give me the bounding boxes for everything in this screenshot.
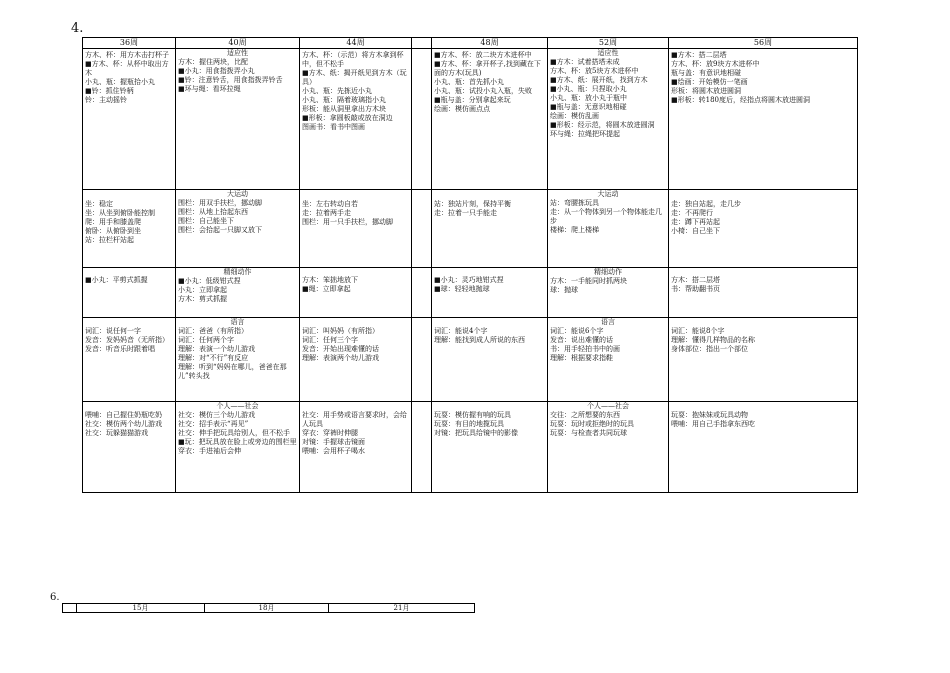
cell-line: 身体部位：指出一个部位	[671, 345, 748, 353]
week-header-56: 56周	[669, 38, 858, 49]
cell-line: 小丸、瓶：握瓶拾小丸	[85, 78, 155, 86]
week-cell-48w	[432, 318, 548, 402]
cell-line: 方木、杯：放9块方木进杯中	[671, 60, 760, 68]
week-header-40: 40周	[176, 38, 300, 49]
gap-cell	[412, 49, 432, 190]
cell-line: 社交：伸手把玩具给别人，但不松手	[178, 429, 290, 437]
cell-line: 方木：笨拙地放下	[302, 276, 358, 284]
week-header-52: 52周	[548, 38, 669, 49]
cell-line: 发音：发妈妈音（无所指）	[85, 336, 169, 344]
week-header-row	[83, 38, 858, 49]
cell-line: ■小丸：用食指拨弄小丸	[178, 67, 255, 75]
cell-line: 理解：表演一个幼儿游戏	[178, 345, 255, 353]
month-header-18: 18月	[205, 604, 329, 613]
week-cell-36w	[83, 402, 176, 493]
question-number-6: 6.	[50, 592, 60, 603]
cell-line: ■形板：经示范，将圆木放进圆洞	[550, 121, 655, 129]
cell-line: 铃：主动摇铃	[85, 96, 127, 104]
cell-line: 坐：左右转动自若	[302, 200, 358, 208]
cell-line: 玩耍：有目的地揽玩具	[434, 420, 504, 428]
week-cell-56w	[669, 402, 858, 493]
section-title: 个人——社会	[587, 402, 629, 410]
cell-line: 理解：对“不行”有反应	[178, 354, 249, 362]
cell-line: 理解：根据要求指鞋	[550, 354, 613, 362]
cell-line: 发音：说出难懂的话	[550, 336, 613, 344]
gap-cell	[412, 402, 432, 493]
cell-line: 俯卧：从俯卧到坐	[85, 227, 141, 235]
cell-line: ■瓶与盖：无意识地相碰	[550, 103, 627, 111]
cell-line: 坐：稳定	[85, 200, 113, 208]
cell-line: 穿衣：手进袖后会伸	[178, 447, 241, 455]
cell-line: 爬：用手和膝盖爬	[85, 218, 141, 226]
cell-line: 方木：搭二层塔	[671, 276, 720, 284]
cell-line: 走：不再爬行	[671, 209, 713, 217]
cell-line: ■方木：搭二层塔	[671, 51, 727, 59]
cell-line: 走：拉着两手走	[302, 209, 351, 217]
gap-cell	[412, 190, 432, 268]
cell-line: ■铃：抓住铃柄	[85, 87, 134, 95]
section-title: 适应性	[227, 49, 248, 57]
cell-line: 理解：懂得几样物品的名称	[671, 336, 755, 344]
cell-line: 喂哺：自己握住奶瓶吃奶	[85, 411, 162, 419]
cell-line: 方木：剪式抓握	[178, 295, 227, 303]
development-table	[82, 37, 858, 493]
cell-line: 对镜：把玩具给镜中的影像	[434, 429, 518, 437]
cell-line: 玩耍：与检查者共同玩球	[550, 429, 627, 437]
week-cell-52w	[548, 402, 669, 493]
section-adaptive	[83, 49, 858, 190]
section-title: 语言	[230, 318, 245, 326]
cell-line: 方木：握住两块，比配	[178, 58, 248, 66]
week-cell-36w	[83, 318, 176, 402]
cell-line: 书：用手轻拍书中的画	[550, 345, 620, 353]
cell-line: 方木、杯：放5块方木进杯中	[550, 67, 639, 75]
week-header-48: 48周	[432, 38, 548, 49]
section-title: 个人——社会	[216, 402, 259, 410]
cell-line: 球：抛球	[550, 286, 578, 294]
month-header-21: 21月	[329, 604, 475, 613]
week-cell-52w	[548, 318, 669, 402]
week-cell-48w	[432, 268, 548, 318]
week-cell-48w	[432, 190, 548, 268]
week-cell-48w	[432, 49, 548, 190]
cell-line: 瓶与盖：有意识地相碰	[671, 69, 741, 77]
cell-line: 小丸、瓶：首先抓小丸	[434, 78, 504, 86]
cell-line: 词汇：叫妈妈（有所指）	[302, 327, 379, 335]
cell-line: 词汇：爸爸（有所指）	[178, 327, 248, 335]
cell-line: ■形板：转180度后，经指点将圆木放进圆洞	[671, 96, 810, 104]
cell-line: ■球：轻轻地抛球	[434, 285, 490, 293]
section-title: 语言	[601, 318, 615, 326]
week-cell-44w	[300, 49, 412, 190]
cell-line: 喂哺：会用杯子喝水	[302, 447, 365, 455]
cell-line: 社交：模仿三个幼儿游戏	[178, 411, 255, 419]
cell-line: 社交：模仿两个幼儿游戏	[85, 420, 162, 428]
week-header-44: 44周	[300, 38, 412, 49]
section-title: 精细动作	[594, 268, 622, 276]
cell-line: 绘画：模仿乱画	[550, 112, 599, 120]
week-cell-52w	[548, 49, 669, 190]
cell-line: ■瓶与盖：分别拿起来玩	[434, 96, 511, 104]
cell-line: 方木、杯：（示范）将方木拿到杯中，但不松手	[302, 51, 404, 68]
cell-line: 理解：能找到成人所说的东西	[434, 336, 525, 344]
cell-line: 小丸、瓶：试投小丸入瓶，失败	[434, 87, 532, 95]
week-cell-56w	[669, 49, 858, 190]
cell-line: 理解：听到“妈妈在哪儿，爸爸在那儿”转头找	[178, 363, 287, 380]
section-title: 大运动	[597, 190, 619, 198]
cell-line: ■环与绳：看环拉绳	[178, 85, 241, 93]
section-gross-motor	[83, 190, 858, 268]
week-cell-40w	[176, 190, 300, 268]
cell-line: 小丸、瓶：先拣近小丸	[302, 87, 372, 95]
month-table-gap	[63, 604, 77, 613]
cell-line: 词汇：能说8个字	[671, 327, 725, 335]
section-title: 适应性	[597, 49, 619, 57]
cell-line: 玩耍：抱妹妹或玩具动物	[671, 411, 748, 419]
cell-line: 形板：能从洞里拿出方木块	[302, 105, 386, 113]
section-title: 大运动	[227, 190, 248, 198]
cell-line: ■方木、杯：从杯中取出方木	[85, 60, 169, 77]
gap-column	[412, 38, 432, 49]
week-cell-48w	[432, 402, 548, 493]
gap-cell	[412, 318, 432, 402]
cell-line: ■玩：把玩具放在脸上或旁边的围栏里	[178, 438, 297, 446]
cell-line: 图画书：看书中图画	[302, 123, 365, 131]
cell-line: 走：拉着一只手能走	[434, 209, 497, 217]
cell-line: ■绳：立即拿起	[302, 285, 351, 293]
cell-line: 楼梯：爬上楼梯	[550, 226, 599, 234]
week-cell-36w	[83, 190, 176, 268]
cell-line: 小丸：立即拿起	[178, 286, 227, 294]
cell-line: ■小丸、瓶：只捏取小丸	[550, 85, 627, 93]
section-fine-motor	[83, 268, 858, 318]
cell-line: 围栏：用一只手扶栏，挪动脚	[302, 218, 393, 226]
week-cell-52w	[548, 190, 669, 268]
section-language	[83, 318, 858, 402]
cell-line: 走：蹲下再站起	[671, 218, 720, 226]
week-cell-40w	[176, 49, 300, 190]
cell-line: 社交：玩躲猫猫游戏	[85, 429, 148, 437]
cell-line: ■小丸：平剪式抓握	[85, 276, 148, 284]
cell-line: 环与绳：拉绳把环提起	[550, 130, 620, 138]
cell-line: ■方木、杯：放二块方木进杯中	[434, 51, 532, 59]
cell-line: 走：独自站起，走几步	[671, 200, 741, 208]
cell-line: 站：拉栏杆站起	[85, 236, 134, 244]
cell-line: 社交：招手表示“再见”	[178, 420, 249, 428]
cell-line: ■方木：试着搭塔未成	[550, 58, 620, 66]
cell-line: ■小丸：灵巧地钳式捏	[434, 276, 504, 284]
cell-line: 书：帮助翻书页	[671, 285, 720, 293]
cell-line: 方木、杯：用方木击打杯子	[85, 51, 169, 59]
cell-line: 站：独站片刻，保持平衡	[434, 200, 511, 208]
month-header-15: 15月	[77, 604, 205, 613]
cell-line: 走：从一个物体到另一个物体能走几步	[550, 208, 662, 225]
cell-line: 方木：一手能同时抓两块	[550, 277, 627, 285]
cell-line: ■小丸：低级钳式捏	[178, 277, 241, 285]
cell-line: 交往：之所想要的东西	[550, 411, 620, 419]
cell-line: 词汇：任何两个字	[178, 336, 234, 344]
week-cell-40w	[176, 318, 300, 402]
week-cell-36w	[83, 49, 176, 190]
question-number-4: 4.	[71, 21, 84, 36]
cell-line: 小丸、瓶：隔着玻璃指小丸	[302, 96, 386, 104]
week-header-36: 36周	[83, 38, 176, 49]
cell-line: 玩耍：玩时或拒绝时的玩具	[550, 420, 634, 428]
month-table	[62, 603, 475, 613]
week-cell-52w	[548, 268, 669, 318]
week-cell-36w	[83, 268, 176, 318]
section-title: 精细动作	[223, 268, 252, 276]
cell-line: 词汇：说任何一字	[85, 327, 141, 335]
week-cell-56w	[669, 318, 858, 402]
cell-line: 发音：听音乐时跟着唱	[85, 345, 155, 353]
week-cell-56w	[669, 268, 858, 318]
week-cell-40w	[176, 402, 300, 493]
cell-line: 社交：用手势或语言要求时，会给人玩具	[302, 411, 407, 428]
cell-line: 喂哺：用自己手指拿东西吃	[671, 420, 755, 428]
week-cell-44w	[300, 402, 412, 493]
week-cell-40w	[176, 268, 300, 318]
cell-line: 围栏：用双手扶栏，挪动脚	[178, 199, 262, 207]
cell-line: 对镜：手握球击镜面	[302, 438, 365, 446]
week-cell-44w	[300, 268, 412, 318]
cell-line: 坐：从坐到俯卧能控制	[85, 209, 155, 217]
cell-line: 小椅：自己坐下	[671, 227, 720, 235]
cell-line: 围栏：从地上拾起东西	[178, 208, 248, 216]
cell-line: 绘画：模仿画点点	[434, 105, 490, 113]
week-cell-44w	[300, 190, 412, 268]
cell-line: 玩耍：模仿握有响的玩具	[434, 411, 511, 419]
cell-line: 站：弯腰拣玩具	[550, 199, 599, 207]
cell-line: ■方木、纸：揭开纸见到方木（玩具）	[302, 69, 407, 86]
cell-line: 词汇：能说4个字	[434, 327, 488, 335]
cell-line: 形板：将圆木放进圆洞	[671, 87, 741, 95]
cell-line: 小丸、瓶：放小丸于瓶中	[550, 94, 627, 102]
cell-line: ■形板：拿圆板敲或放在洞边	[302, 114, 393, 122]
cell-line: 围栏：会拾起一只脚又放下	[178, 226, 262, 234]
cell-line: 穿衣：穿裤时伸腿	[302, 429, 358, 437]
week-cell-44w	[300, 318, 412, 402]
cell-line: 词汇：能说6个字	[550, 327, 604, 335]
cell-line: ■方木、杯：拿开杯子,找到藏在下面的方木(玩具)	[434, 60, 541, 77]
cell-line: 围栏：自己能坐下	[178, 217, 234, 225]
cell-line: ■绘画：开始模仿一笔画	[671, 78, 748, 86]
cell-line: 发音：开始出现难懂的话	[302, 345, 379, 353]
cell-line: 词汇：任何三个字	[302, 336, 358, 344]
week-cell-56w	[669, 190, 858, 268]
gap-cell	[412, 268, 432, 318]
cell-line: ■方木、纸：展开纸，找到方木	[550, 76, 648, 84]
cell-line: 理解：表演两个幼儿游戏	[302, 354, 379, 362]
cell-line: ■铃：注意铃舌，用食指拨弄铃舌	[178, 76, 283, 84]
section-personal-social	[83, 402, 858, 493]
